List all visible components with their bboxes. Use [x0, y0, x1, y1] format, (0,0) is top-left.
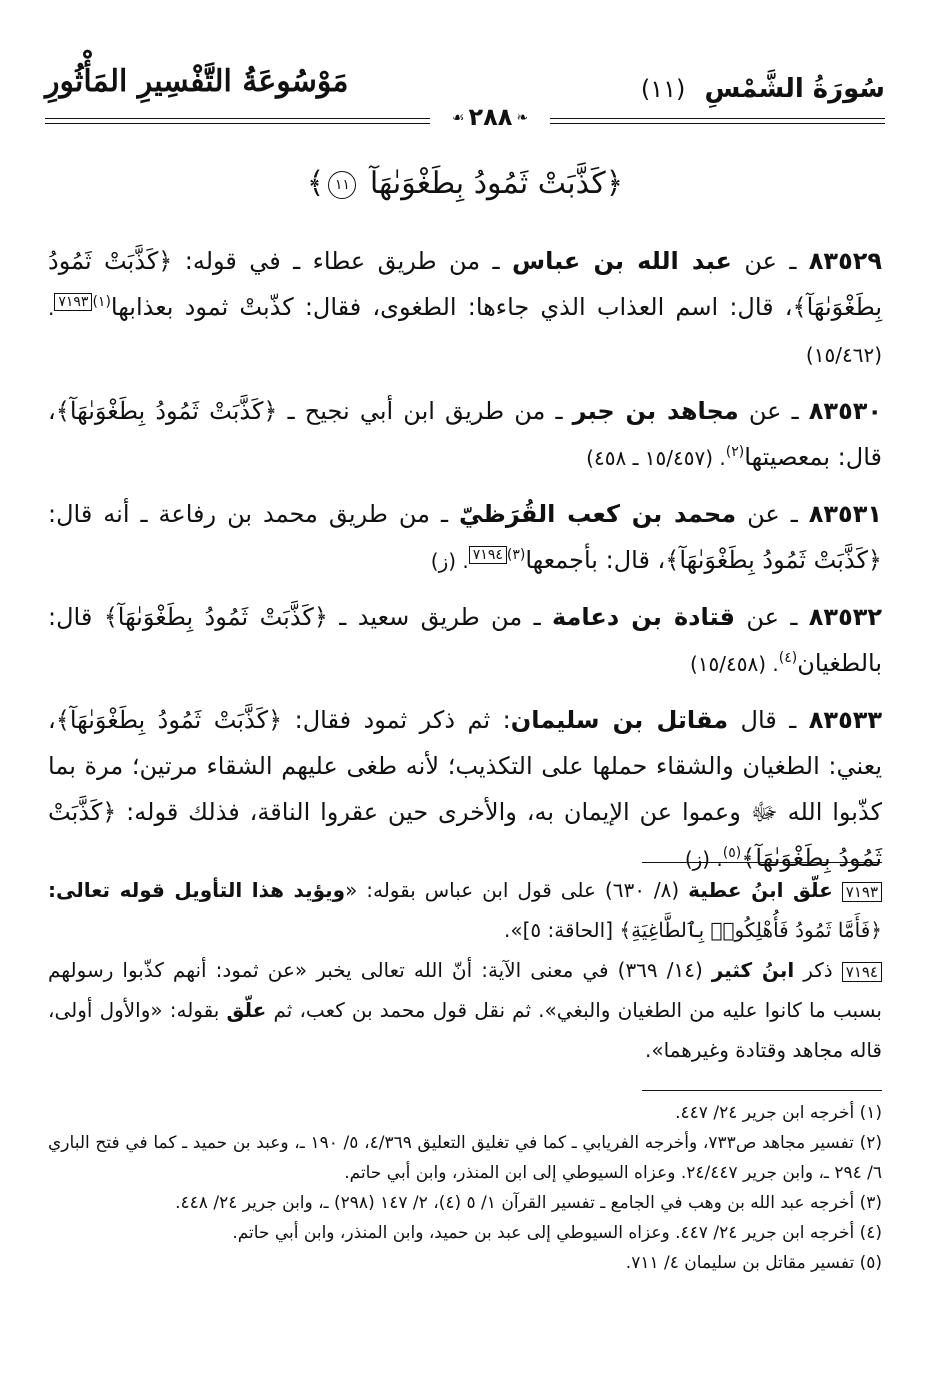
sura-title: [641, 74, 885, 104]
comments-separator: [642, 862, 882, 863]
sura-number: (١١): [640, 75, 686, 103]
narration-number: ٨٣٥٣٢: [808, 603, 883, 631]
narration-text: ـ عن: [734, 603, 809, 631]
comment-text: [الحاقة: ٥]».: [504, 918, 620, 942]
source-ref: . (ز): [430, 549, 469, 573]
ornament-icon: ☙: [451, 110, 465, 126]
footnote-marker: (٣): [506, 547, 526, 563]
quran-quote: ﴿كَذَّبَتْ ثَمُودُ بِطَغْوَىٰهَآ﴾: [103, 603, 328, 631]
source-ref: . (١٥/٤٥٧ ـ ٤٥٨): [586, 446, 726, 470]
comment-number: ٧١٩٣: [842, 882, 882, 902]
editor-comments: [48, 870, 882, 1070]
page-number: [430, 104, 550, 130]
narration-number: ٨٣٥٣٠: [808, 397, 883, 425]
narration-text: ـ من طريق ابن أبي نجيح ـ: [277, 397, 573, 425]
verse-close: ﴾: [306, 166, 325, 201]
narration: [48, 238, 882, 378]
comment-text: (١٤/ ٣٦٩) في معنى الآية: أنّ الله تعالى يخبر «عن ثمود: أنهم كذّبوا رسولهم بسبب ما كانوا عليه من الطغيان والبغي». ثم نقل قول محمد بن كعب، ثم: [48, 958, 882, 1022]
page-number-text: ٢٨٨: [468, 103, 513, 131]
quran-quote: ﴿كَذَّبَتْ ثَمُودُ بِطَغْوَىٰهَآ﴾: [48, 247, 882, 321]
narrator-name: عبد الله بن عباس: [512, 247, 732, 275]
ornament-icon: ❧: [516, 110, 529, 126]
narration-text: ـ عن: [731, 247, 809, 275]
narration-text: ـ من طريق سعيد ـ: [327, 603, 552, 631]
narration-text: ، يعني: الطغيان والشقاء حملها على التكذيب؛ لأنه طغى عليهم الشقاء مرتين؛ مرة بما كذّبوا الله ﷻ وعموا عن الإيمان به، والأخرى حين عقروا الناقة، فذلك قوله:: [48, 706, 882, 826]
narration-text: ـ من طريق محمد بن رفاعة ـ أنه قال:: [48, 500, 460, 528]
verse-text: ﴿كَذَّبَتْ ثَمُودُ بِطَغْوَىٰهَآ: [369, 166, 624, 201]
scholar-name: ابنُ كثير: [711, 958, 795, 982]
narration-number: ٨٣٥٣٣: [808, 706, 883, 734]
quran-quote: ﴿كَذَّبَتْ ثَمُودُ بِطَغْوَىٰهَآ﴾: [48, 798, 882, 872]
narration-text: ، قال: اسم العذاب الذي جاءها: الطغوى، فقال: كذّبتْ ثمود بعذابها: [110, 293, 793, 321]
source-ref: . (١٥/٤٥٨): [689, 652, 779, 676]
narration-number: ٨٣٥٣١: [808, 500, 882, 528]
footnote: (٣) أخرجه عبد الله بن وهب في الجامع ـ تفسير القرآن ١/ ٥ (٤)، ٢/ ١٤٧ (٢٩٨) ـ، وابن جرير ٢٤/ ٤٤٨.: [175, 1193, 882, 1213]
footnote: (٢) تفسير مجاهد ص٧٣٣، وأخرجه الفريابي ـ كما في تغليق التعليق ٤/٣٦٩، ٥/ ١٩٠ ـ، وعبد بن حميد ـ كما في فتح الباري ٦/ ٢٩٤ ـ، وابن جرير ٢٤/٤٤٧. وعزاه السيوطي إلى ابن المنذر، وابن أبي حاتم.: [48, 1133, 883, 1183]
source-ref: . (١٥/٤٦٢): [48, 296, 882, 367]
narrations: [48, 238, 882, 892]
narration-text: ، قال: بأجمعها: [525, 546, 666, 574]
footnote: (٤) أخرجه ابن جرير ٢٤/ ٤٤٧. وعزاه السيوطي إلى عبد بن حميد، وابن المنذر، وابن أبي حاتم.: [232, 1223, 882, 1243]
narration-text: : ثم ذكر ثمود فقال:: [282, 706, 511, 734]
quran-quote: ﴿كَذَّبَتْ ثَمُودُ بِطَغْوَىٰهَآ﴾: [665, 546, 882, 574]
narration: [48, 388, 882, 481]
ayah-number-icon: ١١: [328, 171, 356, 199]
narration-number: ٨٣٥٢٩: [808, 247, 883, 275]
comment: [48, 950, 882, 1070]
footnote-marker: (١): [92, 294, 111, 310]
narration-text: ـ عن: [736, 500, 809, 528]
footnote: (١) أخرجه ابن جرير ٢٤/ ٤٤٧.: [675, 1103, 882, 1123]
comment-ref: ٧١٩٤: [469, 546, 507, 564]
footnotes: [48, 1098, 882, 1278]
comment-text: بقوله: «والأول أولى، قاله مجاهد وقتادة وغيرهما».: [48, 998, 882, 1062]
footnote-marker: (٤): [778, 650, 798, 666]
sura-name: سُورَةُ الشَّمْسِ: [704, 74, 885, 104]
comment-quote: ويؤيد هذا التأويل قوله تعالى:: [48, 878, 346, 902]
footnote-marker: (٥): [722, 845, 742, 861]
narrator-name: مجاهد بن جبر: [572, 397, 739, 425]
narration: [48, 594, 882, 687]
quran-quote: ﴿فَأَمَّا ثَمُودُ فَأُهْلِكُوا۟ بِٱلطَّاغِيَةِ﴾: [619, 918, 882, 942]
narration-text: قال: بالطغيان: [48, 603, 882, 677]
verse-heading: [0, 166, 930, 201]
narration: [48, 491, 882, 584]
quran-quote: ﴿كَذَّبَتْ ثَمُودُ بِطَغْوَىٰهَآ﴾: [55, 397, 278, 425]
comment-number: ٧١٩٤: [842, 962, 882, 982]
footnote: (٥) تفسير مقاتل بن سليمان ٤/ ٧١١.: [625, 1253, 882, 1273]
narrator-name: مقاتل بن سليمان: [510, 706, 729, 734]
narration-text: ـ قال: [728, 706, 809, 734]
source-ref: . (ز): [684, 847, 723, 871]
quran-quote: ﴿كَذَّبَتْ ثَمُودُ بِطَغْوَىٰهَآ﴾: [55, 706, 283, 734]
narration-text: ـ عن: [738, 397, 809, 425]
comment-text: (٨/ ٦٣٠) على قول ابن عباس بقوله: «: [345, 878, 689, 902]
footnote-marker: (٢): [725, 444, 745, 460]
scholar-name: ابنُ عطية: [688, 878, 784, 902]
narration-text: ـ من طريق عطاء ـ في قوله:: [172, 247, 512, 275]
comment-quote: علّق: [226, 998, 267, 1022]
narration: [48, 697, 882, 882]
narrator-name: قتادة بن دعامة: [552, 603, 735, 631]
comment-text: ذكر: [794, 958, 833, 982]
page-header: [45, 56, 885, 131]
book-title: مَوْسُوعَةُ التَّفْسِيرِ المَأْثُورِ: [45, 64, 349, 99]
footnotes-separator: [642, 1090, 882, 1091]
narration-text: ، قال: بمعصيتها: [48, 397, 882, 471]
comment-ref: ٧١٩٣: [54, 293, 92, 311]
narrator-name: محمد بن كعب القُرَظيّ: [459, 500, 737, 528]
comment-text: علّق: [783, 878, 833, 902]
comment: [48, 870, 882, 950]
